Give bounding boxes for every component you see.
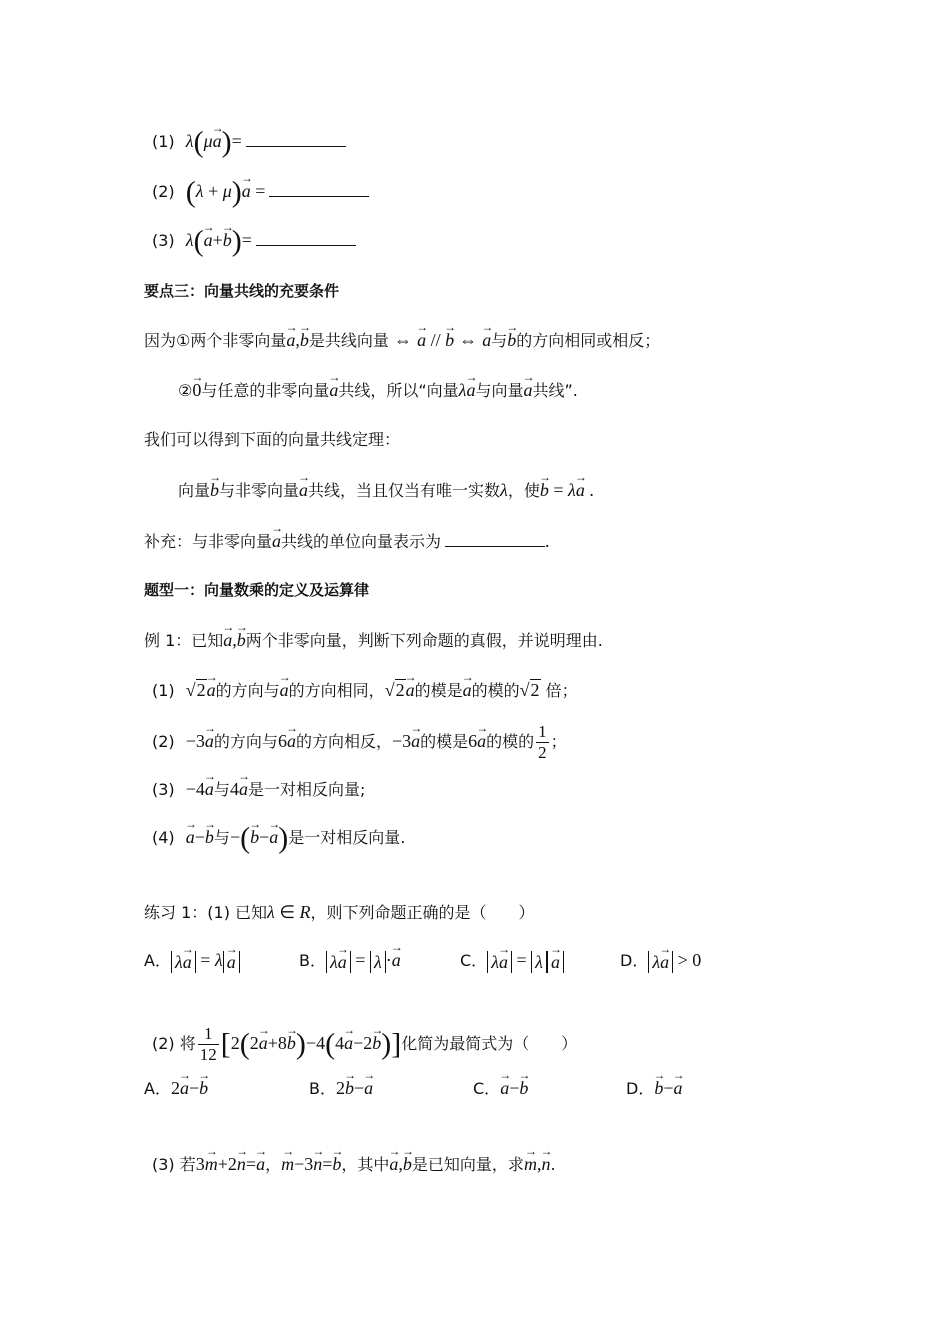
- option-c[interactable]: C． λ→ a = λ→ a: [460, 948, 564, 973]
- example1-item-1: (1) √2→ a的方向与→ a的方向相同，√2→ a的模是→ a的模的√2 倍；: [152, 678, 578, 703]
- practice1-question3: (3) 若3→ m+2→ n=→ a，→ m−3→ n=→ b，其中→ a,→ b是已知向量，求→ m,→ n.: [152, 1152, 556, 1177]
- option-a[interactable]: A． λ→ a = λ→ a: [144, 948, 240, 973]
- answer-blank[interactable]: [256, 227, 356, 246]
- vector-a: → a: [213, 129, 222, 153]
- option-d[interactable]: D．→ b−→ a: [626, 1076, 682, 1101]
- practice1-question2: (2) 将 $\frac{1}{12}$ [2(2→ a+8→ b)−4(4→ a−2→ b)]化简为最简式为（ ）: [152, 1024, 577, 1065]
- law-item-1: (1) λ(μ→ a)=: [152, 128, 346, 154]
- section-heading-collinear: 要点三：向量共线的充要条件: [144, 282, 340, 300]
- option-c[interactable]: C．→ a−→ b: [473, 1076, 528, 1101]
- example1-intro: 例 1：已知→ a,→ b两个非零向量，判断下列命题的真假，并说明理由.: [144, 628, 603, 653]
- law-item-3: (3) λ(→ a+→ b)=: [152, 227, 356, 253]
- option-b[interactable]: B．2→ b−→ a: [309, 1076, 373, 1101]
- answer-blank[interactable]: [445, 528, 545, 547]
- practice1-question1: 练习 1：(1) 已知λ ∈ R，则下列命题正确的是（ ）: [144, 902, 535, 922]
- option-d[interactable]: D． λ→ a > 0: [620, 948, 701, 973]
- option-a[interactable]: A．2→ a−→ b: [144, 1076, 208, 1101]
- collinear-theorem: 向量→ b与非零向量→ a共线，当且仅当有唯一实数λ，使→ b = λ→ a .: [178, 478, 594, 503]
- supplement: 补充：与非零向量→ a共线的单位向量表示为 .: [144, 528, 550, 554]
- example1-item-2: (2) −3→ a的方向与6→ a的方向相反，−3→ a的模是6→ a的模的 $\frac{1}{2}$ ；: [152, 722, 567, 763]
- answer-blank[interactable]: [269, 178, 369, 197]
- law-item-2: (2) (λ + μ)→ a =: [152, 178, 369, 204]
- type1-heading: 题型一：向量数乘的定义及运算律: [144, 581, 370, 599]
- collinear-condition-1: 因为①两个非零向量→ a,→ b是共线向量 ⇔ → a // → b ⇔ → a与→ b的方向相同或相反；: [144, 328, 660, 353]
- example1-item-3: (3) −4→ a与4→ a是一对相反向量;: [152, 777, 365, 802]
- theorem-intro: 我们可以得到下面的向量共线定理：: [144, 430, 401, 449]
- answer-blank[interactable]: [246, 128, 346, 147]
- collinear-condition-2: ②→ 0与任意的非零向量→ a共线，所以“向量λ→ a与向量→ a共线”.: [178, 378, 578, 403]
- example1-item-4: (4) → a−→ b与−(→ b−→ a)是一对相反向量.: [152, 825, 405, 850]
- option-b[interactable]: B． λ→ a = λ ·→ a: [299, 948, 401, 973]
